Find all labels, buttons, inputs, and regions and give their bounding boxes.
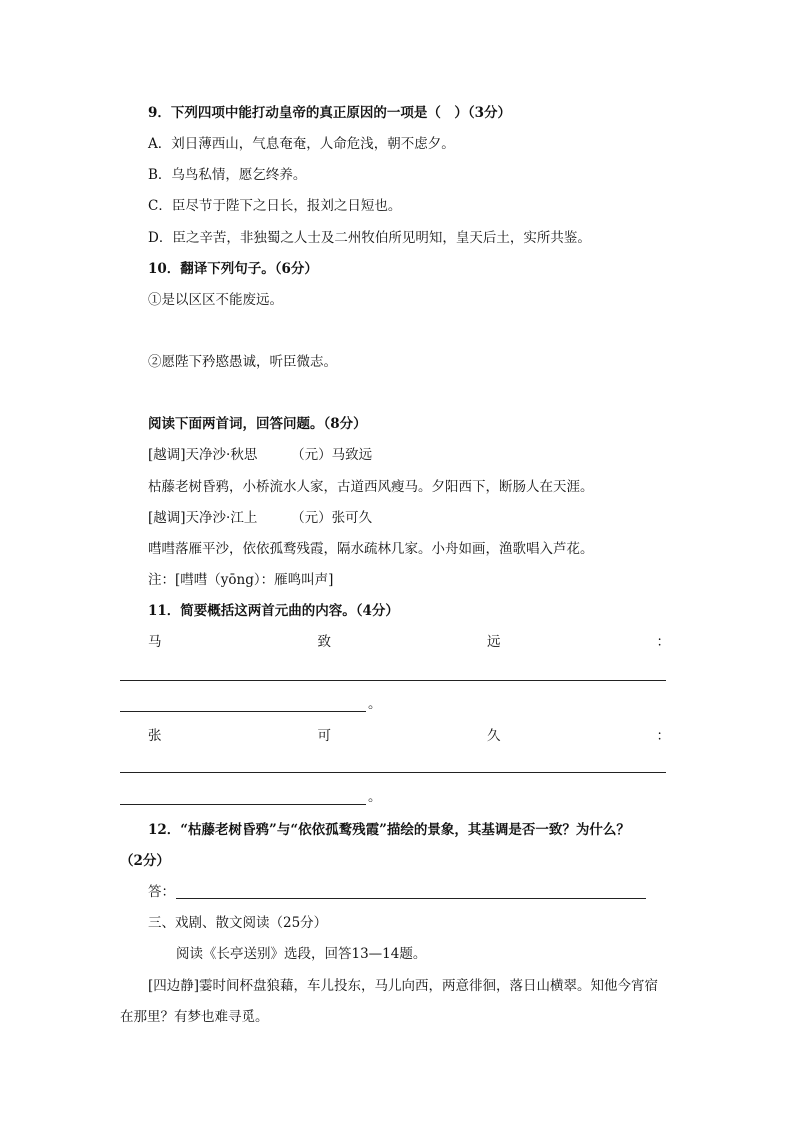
q9-option-b: B．乌鸟私情，愿乞终养。 <box>148 167 307 183</box>
q11-answer-line-1[interactable] <box>120 680 666 681</box>
q10-sentence-2: ②愿陛下矜愍愚诚，听臣微志。 <box>148 354 337 370</box>
q11-answer-line-3[interactable] <box>120 772 666 773</box>
q11-row-ma-zhiyuan <box>148 632 670 652</box>
q11-row1-colon: ： <box>656 634 670 650</box>
poem1-text: 枯藤老树昏鸦，小桥流水人家，古道西风瘦马。夕阳西下，断肠人在天涯。 <box>148 479 594 495</box>
q11-answer-line-2[interactable] <box>120 711 366 712</box>
q11-period-1: 。 <box>368 696 382 712</box>
q11-period-2: 。 <box>368 789 382 805</box>
section3-heading: 三、戏剧、散文阅读（25分） <box>148 915 328 931</box>
section3-instruction: 阅读《长亭送别》选段，回答13—14题。 <box>176 946 427 962</box>
q10-sentence-1: ①是以区区不能废远。 <box>148 292 283 308</box>
q11-row-zhang-kejiu <box>148 726 670 746</box>
poem-note: 注：[嘒嘒（yōng）：雁鸣叫声] <box>148 572 334 588</box>
q9-option-d: D．臣之辛苦，非独蜀之人士及二州牧伯所见明知，皇天后土，实所共鉴。 <box>148 230 591 246</box>
q11-answer-line-4[interactable] <box>120 804 366 805</box>
q9-stem: 9．下列四项中能打动皇帝的真正原因的一项是（ ）（3分） <box>148 105 512 121</box>
poem2-text: 嘒嘒落雁平沙，依依孤鹜残霞，隔水疏林几家。小舟如画，渔歌唱入芦花。 <box>148 541 594 557</box>
q9-option-c: C．臣尽节于陛下之日长，报刘之日短也。 <box>148 198 402 214</box>
q11-row1-char-2: 致 <box>317 634 331 650</box>
section3-text-line-2: 在那里？有梦也难寻觅。 <box>120 1009 269 1025</box>
q11-row1-char-1: 马 <box>148 634 162 650</box>
q12-answer-label: 答： <box>148 884 175 900</box>
q12-answer-line[interactable] <box>176 898 646 899</box>
q11-row2-char-2: 可 <box>317 728 331 744</box>
q11-row2-char-1: 张 <box>148 728 162 744</box>
poem1-title: [越调]天净沙·秋思 （元）马致远 <box>148 447 373 463</box>
q10-stem: 10．翻译下列句子。（6分） <box>148 261 318 277</box>
poems-intro: 阅读下面两首词，回答问题。（8分） <box>148 416 367 432</box>
section3-text-line-1: [四边静]霎时间杯盘狼藉，车儿投东，马儿向西，两意徘徊，落日山横翠。知他今宵宿 <box>148 978 659 994</box>
q12-stem-line-2: （2分） <box>120 853 170 869</box>
q11-row2-colon: ： <box>656 728 670 744</box>
q11-stem: 11．简要概括这两首元曲的内容。（4分） <box>148 603 399 619</box>
q9-option-a: A．刘日薄西山，气息奄奄，人命危浅，朝不虑夕。 <box>148 136 455 152</box>
q12-stem-line-1: 12．“枯藤老树昏鸦”与“依依孤鹜残霞”描绘的景象，其基调是否一致？为什么？ <box>148 822 630 838</box>
poem2-title: [越调]天净沙·江上 （元）张可久 <box>148 510 373 526</box>
q11-row1-char-3: 远 <box>487 634 501 650</box>
q11-row2-char-3: 久 <box>487 728 501 744</box>
